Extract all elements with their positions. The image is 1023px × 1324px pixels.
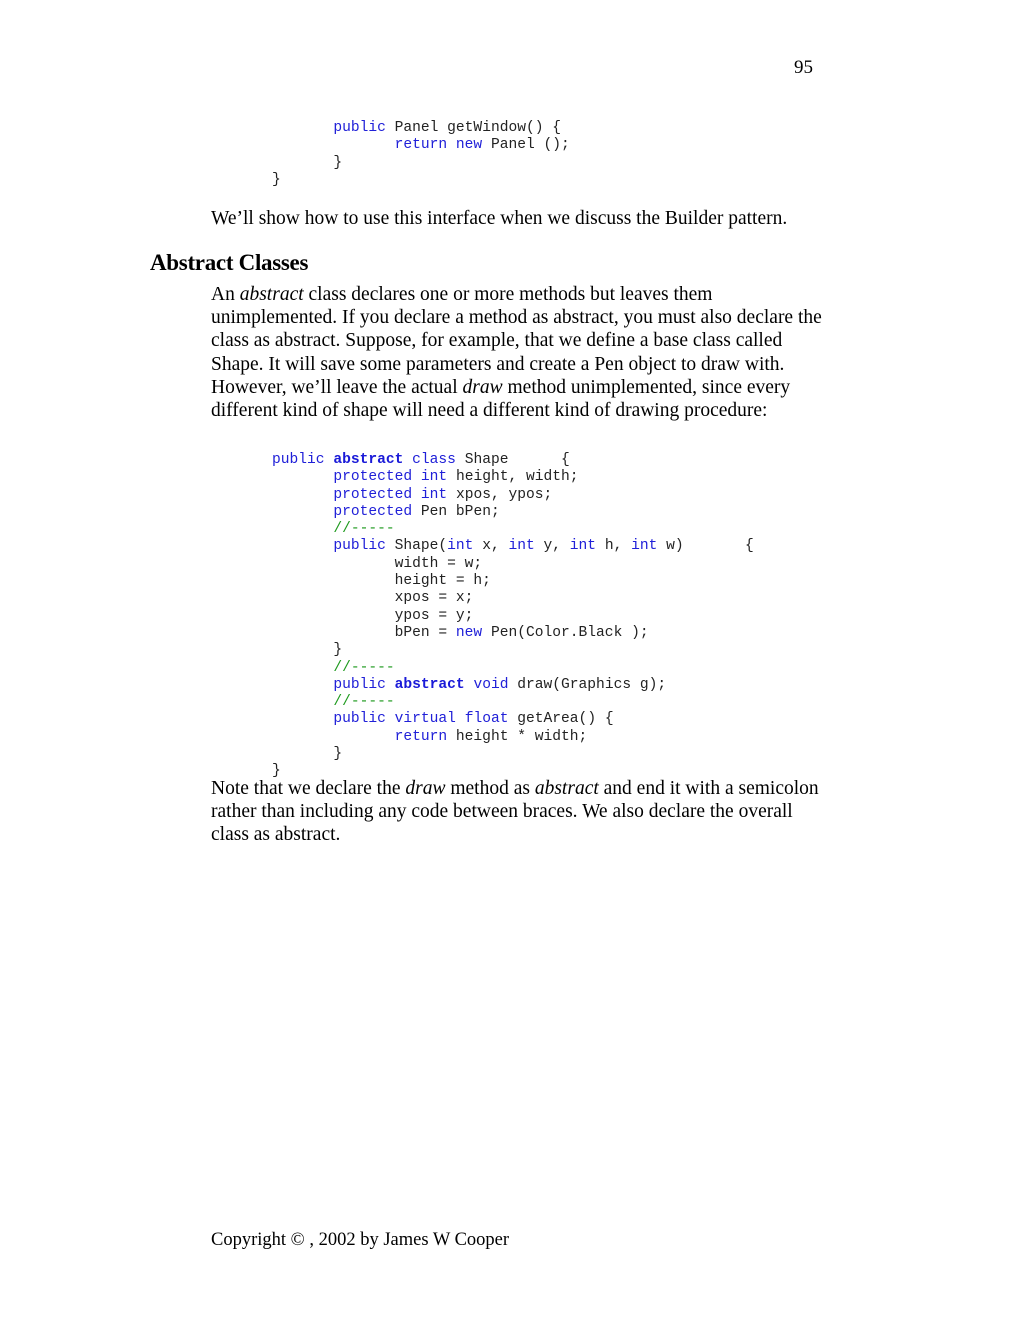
code-text: y,: [534, 538, 570, 555]
text: class declares one or more methods but leaves them unimplemented. If you declare a method as abstract, you must also declare the class as abstract. Suppose, for example, that we define a base class called Shape. It will save some parameters and create a Pen object to draw with. However, we’ll leave the actual: [211, 284, 822, 398]
code-line: [272, 642, 754, 659]
text: Note that we declare the: [211, 778, 406, 799]
code-text: x,: [473, 538, 509, 555]
code-block-shape-class: [272, 452, 754, 781]
copyright-footer: Copyright © , 2002 by James W Cooper: [211, 1230, 510, 1250]
code-keyword: return: [394, 137, 448, 154]
code-text: }: [333, 642, 343, 659]
code-line: [272, 625, 754, 642]
code-line: [272, 729, 754, 746]
code-line: [272, 487, 754, 504]
code-keyword: protected: [333, 503, 413, 520]
code-text: xpos = x;: [394, 590, 474, 607]
code-line: [272, 694, 754, 711]
code-line: [272, 469, 754, 486]
code-keyword: int: [569, 538, 597, 555]
code-text: height * width;: [447, 728, 588, 745]
code-text: Pen(Color.Black );: [482, 624, 649, 641]
code-text: Panel getWindow() {: [385, 120, 562, 136]
code-keyword: void: [473, 676, 509, 693]
emphasis-abstract: abstract: [239, 284, 304, 305]
code-text: }: [272, 171, 281, 188]
code-text: height = h;: [394, 573, 491, 590]
code-line: [272, 155, 570, 172]
code-text: draw(Graphics g);: [508, 676, 667, 693]
code-keyword: return: [394, 728, 448, 745]
code-text: [412, 487, 421, 503]
code-keyword: float: [464, 711, 509, 728]
code-text: [412, 469, 421, 485]
code-line: [272, 711, 754, 728]
code-text: [325, 452, 334, 468]
paragraph-abstract-intro: [211, 283, 831, 422]
code-keyword: protected: [333, 486, 413, 503]
code-text: w) {: [657, 538, 754, 555]
code-keyword: public: [333, 120, 386, 136]
section-heading: Abstract Classes: [150, 250, 309, 275]
code-line: [272, 608, 754, 625]
code-text: bPen =: [394, 624, 456, 641]
code-keyword: int: [447, 538, 474, 555]
paragraph-note: [211, 777, 831, 847]
code-keyword: public: [333, 538, 386, 555]
code-text: h,: [596, 538, 632, 555]
emphasis-abstract: abstract: [534, 778, 599, 799]
code-text: [386, 677, 395, 693]
code-keyword: new: [455, 624, 483, 641]
code-comment: //-----: [333, 659, 395, 676]
code-text: [456, 711, 465, 727]
code-keyword: int: [631, 538, 658, 555]
code-text: Shape(: [385, 538, 448, 555]
emphasis-draw: draw: [462, 376, 503, 398]
page-number: 95: [794, 57, 813, 78]
code-keyword: int: [420, 469, 448, 486]
code-line: [272, 538, 754, 555]
text: and end it with a semicolon rather than including any code between braces. We also declare the overall class as abstract.: [211, 778, 819, 846]
code-comment: //-----: [333, 694, 395, 711]
code-keyword: abstract: [333, 452, 404, 468]
paragraph-builder: We’ll show how to use this interface when we discuss the Builder pattern.: [211, 208, 788, 229]
code-text: Shape {: [455, 452, 570, 468]
text: method as: [445, 778, 535, 799]
code-text: [386, 711, 395, 727]
code-line: [272, 172, 570, 189]
code-text: Panel ();: [482, 137, 570, 154]
code-line: [272, 660, 754, 677]
code-line: [272, 137, 570, 154]
code-keyword: public: [333, 711, 386, 728]
code-keyword: int: [420, 486, 448, 503]
code-line: [272, 677, 754, 694]
code-line: [272, 590, 754, 607]
code-line: [272, 746, 754, 763]
code-line: [272, 573, 754, 590]
code-text: height, width;: [447, 469, 579, 486]
code-line: [272, 452, 754, 469]
text: An: [211, 284, 240, 305]
code-line: [272, 521, 754, 538]
code-text: getArea() {: [508, 711, 614, 728]
code-keyword: protected: [333, 469, 413, 486]
code-keyword: public: [333, 676, 386, 693]
code-keyword: new: [455, 137, 483, 154]
code-block-getwindow: [272, 120, 570, 189]
code-keyword: int: [508, 538, 535, 555]
code-line: [272, 120, 570, 137]
code-line: [272, 556, 754, 573]
code-keyword: virtual: [394, 711, 456, 728]
code-text: }: [333, 746, 343, 763]
code-keyword: public: [272, 452, 325, 468]
code-text: xpos, ypos;: [447, 486, 553, 503]
code-text: width = w;: [394, 555, 483, 572]
code-comment: //-----: [333, 521, 395, 538]
code-text: }: [333, 154, 343, 171]
code-text: [447, 137, 456, 153]
code-text: [403, 452, 412, 468]
code-keyword: abstract: [394, 676, 465, 693]
code-line: [272, 504, 754, 521]
emphasis-draw: draw: [405, 778, 446, 799]
code-text: ypos = y;: [394, 607, 474, 624]
code-text: Pen bPen;: [412, 503, 500, 520]
text: method unimplemented, since every different kind of shape will need a different kind of drawing procedure:: [211, 376, 791, 422]
code-keyword: class: [412, 452, 456, 468]
code-text: }: [272, 763, 281, 780]
